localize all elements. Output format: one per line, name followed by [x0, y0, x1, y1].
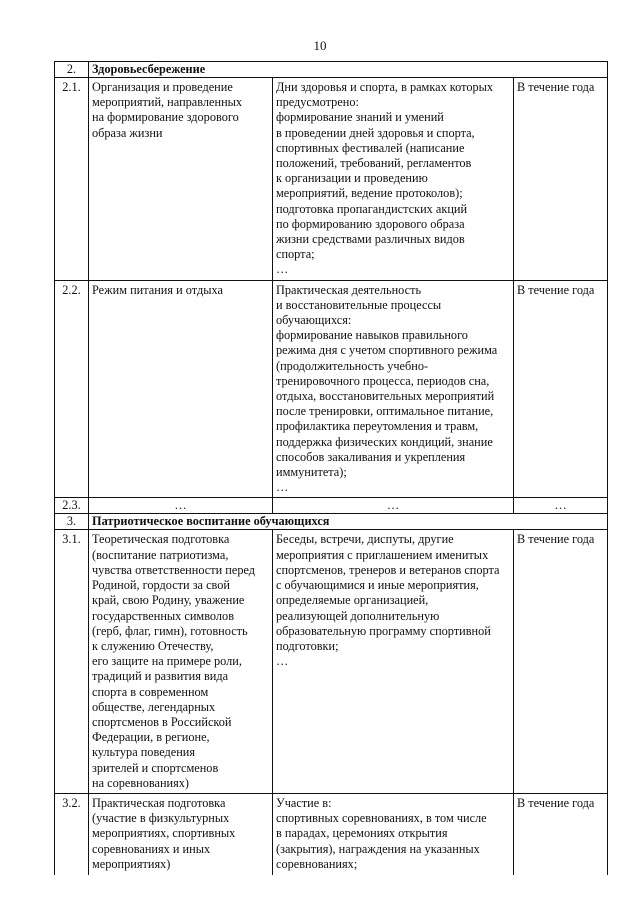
activity-term: В течение года: [514, 280, 608, 498]
table-row: [55, 280, 608, 498]
activity-name: …: [89, 498, 273, 514]
row-number: 2.3.: [55, 498, 89, 514]
table-row: [55, 78, 608, 281]
section-number: 3.: [55, 514, 89, 530]
row-number: 2.2.: [55, 280, 89, 498]
section-header-row: [55, 514, 608, 530]
section-title: Патриотическое воспитание обучающихся: [89, 514, 608, 530]
section-number: 2.: [55, 62, 89, 78]
activity-content: Дни здоровья и спорта, в рамках которых предусмотрено: формирование знаний и умений в проведении дней здоровья и спорта, спортивных фестивалей (написание положений, требований, регламентов к организации и проведению мероприятий, ведение протоколов); подготовка пропагандистских акций по формированию здорового образа жизни средствами различных видов спорта; …: [273, 78, 514, 281]
activity-name: Теоретическая подготовка (воспитание патриотизма, чувства ответственности перед Родиной, гордости за свой край, свою Родину, уважение государственных символов (герб, флаг, гимн), готовность к служению Отечеству, его защите на примере роли, традиций и развития вида спорта в современном обществе, легендарных спортсменов в Российской Федерации, в регионе, культура поведения зрителей и спортсменов на соревнованиях): [89, 530, 273, 793]
activity-content: Участие в: спортивных соревнованиях, в том числе в парадах, церемониях открытия (закрытия), награждения на указанных соревнованиях;: [273, 793, 514, 875]
activities-table: [54, 61, 608, 875]
activity-content: Беседы, встречи, диспуты, другие мероприятия с приглашением именитых спортсменов, тренеров и ветеранов спорта с обучающимися и иные мероприятия, определяемые организацией, реализующей дополнительную образовательную программу спортивной подготовки; …: [273, 530, 514, 793]
section-header-row: [55, 62, 608, 78]
activity-term: В течение года: [514, 530, 608, 793]
activity-name: Практическая подготовка (участие в физкультурных мероприятиях, спортивных соревнованиях и иных мероприятиях): [89, 793, 273, 875]
page-number: 10: [313, 38, 327, 53]
table-row: [55, 793, 608, 875]
row-number: 3.2.: [55, 793, 89, 875]
activity-term: В течение года: [514, 78, 608, 281]
table-row: [55, 498, 608, 514]
row-number: 2.1.: [55, 78, 89, 281]
activity-content: …: [273, 498, 514, 514]
table-row: [55, 530, 608, 793]
activity-term: В течение года: [514, 793, 608, 875]
section-title: Здоровьесбережение: [89, 62, 608, 78]
activity-name: Организация и проведение мероприятий, направленных на формирование здорового образа жизни: [89, 78, 273, 281]
activity-content: Практическая деятельность и восстановительные процессы обучающихся: формирование навыков правильного режима дня с учетом спортивного режима (продолжительность учебно- тренировочного процесса, периодов сна, отдыха, восстановительных мероприятий после тренировки, оптимальное питание, профилактика переутомления и травм, поддержка физических кондиций, знание способов закаливания и укрепления иммунитета); …: [273, 280, 514, 498]
row-number: 3.1.: [55, 530, 89, 793]
activity-term: …: [514, 498, 608, 514]
activity-name: Режим питания и отдыха: [89, 280, 273, 498]
